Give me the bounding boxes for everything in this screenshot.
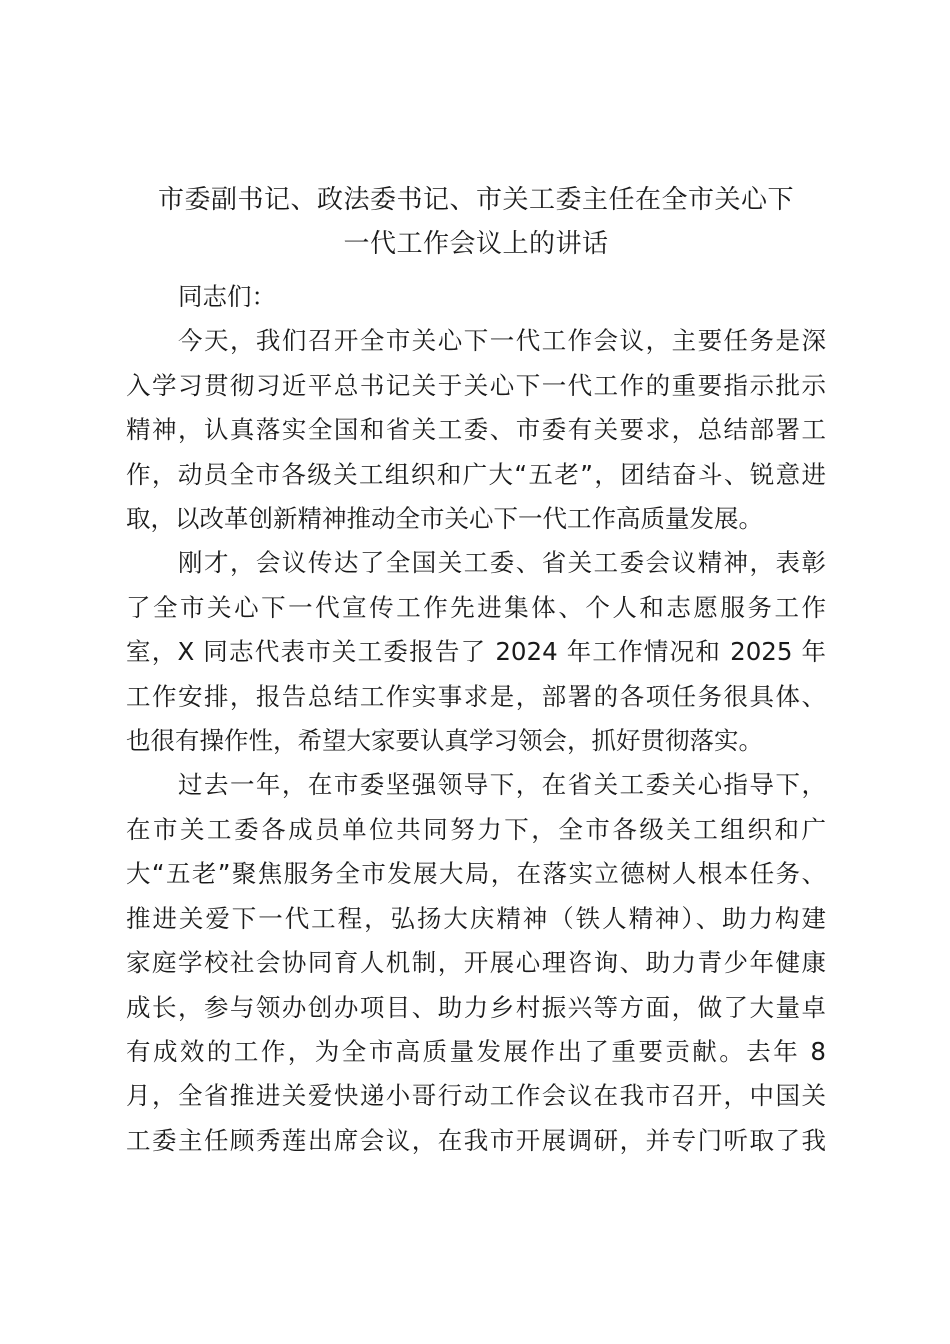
paragraph-line: 有成效的工作，为全市高质量发展作出了重要贡献。去年 8 <box>126 1036 826 1066</box>
paragraph-past-year <box>126 763 826 1163</box>
paragraph-line: 工作安排，报告总结工作实事求是，部署的各项任务很具体、 <box>126 681 826 711</box>
paragraph-line: 也很有操作性，希望大家要认真学习领会，抓好贯彻落实。 <box>126 726 763 756</box>
paragraph-meeting-summary <box>126 541 826 763</box>
paragraph-line: 精神，认真落实全国和省关工委、市委有关要求，总结部署工 <box>126 415 826 445</box>
paragraph-opening <box>126 319 826 541</box>
document-title <box>126 178 826 266</box>
paragraph-line: 成长，参与领办创办项目、助力乡村振兴等方面，做了大量卓 <box>126 992 826 1022</box>
title-line: 市委副书记、政法委书记、市关工委主任在全市关心下 <box>157 185 794 215</box>
paragraph-line: 今天，我们召开全市关心下一代工作会议，主要任务是深 <box>178 326 826 356</box>
paragraph-line: 在市关工委各成员单位共同努力下，全市各级关工组织和广 <box>126 814 826 844</box>
paragraph-line: 工委主任顾秀莲出席会议，在我市开展调研，并专门听取了我 <box>126 1125 826 1155</box>
paragraph-line: 作，动员全市各级关工组织和广大“五老”，团结奋斗、锐意进 <box>126 459 826 489</box>
paragraph-line: 了全市关心下一代宣传工作先进集体、个人和志愿服务工作 <box>126 592 826 622</box>
paragraph-line: 推进关爱下一代工程，弘扬大庆精神（铁人精神）、助力构建 <box>126 903 826 933</box>
paragraph-line: 取，以改革创新精神推动全市关心下一代工作高质量发展。 <box>126 504 763 534</box>
document-body <box>126 275 826 1163</box>
paragraph-line: 大“五老”聚焦服务全市发展大局，在落实立德树人根本任务、 <box>126 859 826 889</box>
paragraph-line: 家庭学校社会协同育人机制，开展心理咨询、助力青少年健康 <box>126 948 826 978</box>
title-line: 一代工作会议上的讲话 <box>343 229 609 259</box>
paragraph-line: 室，X 同志代表市关工委报告了 2024 年工作情况和 2025 年 <box>126 637 826 667</box>
salutation <box>126 275 826 319</box>
paragraph-line: 刚才，会议传达了全国关工委、省关工委会议精神，表彰 <box>178 548 826 578</box>
paragraph-line: 入学习贯彻习近平总书记关于关心下一代工作的重要指示批示 <box>126 370 826 400</box>
paragraph-line: 过去一年，在市委坚强领导下，在省关工委关心指导下， <box>178 770 826 800</box>
paragraph-line: 月，全省推进关爱快递小哥行动工作会议在我市召开，中国关 <box>126 1081 826 1111</box>
salutation-text: 同志们： <box>178 282 276 311</box>
